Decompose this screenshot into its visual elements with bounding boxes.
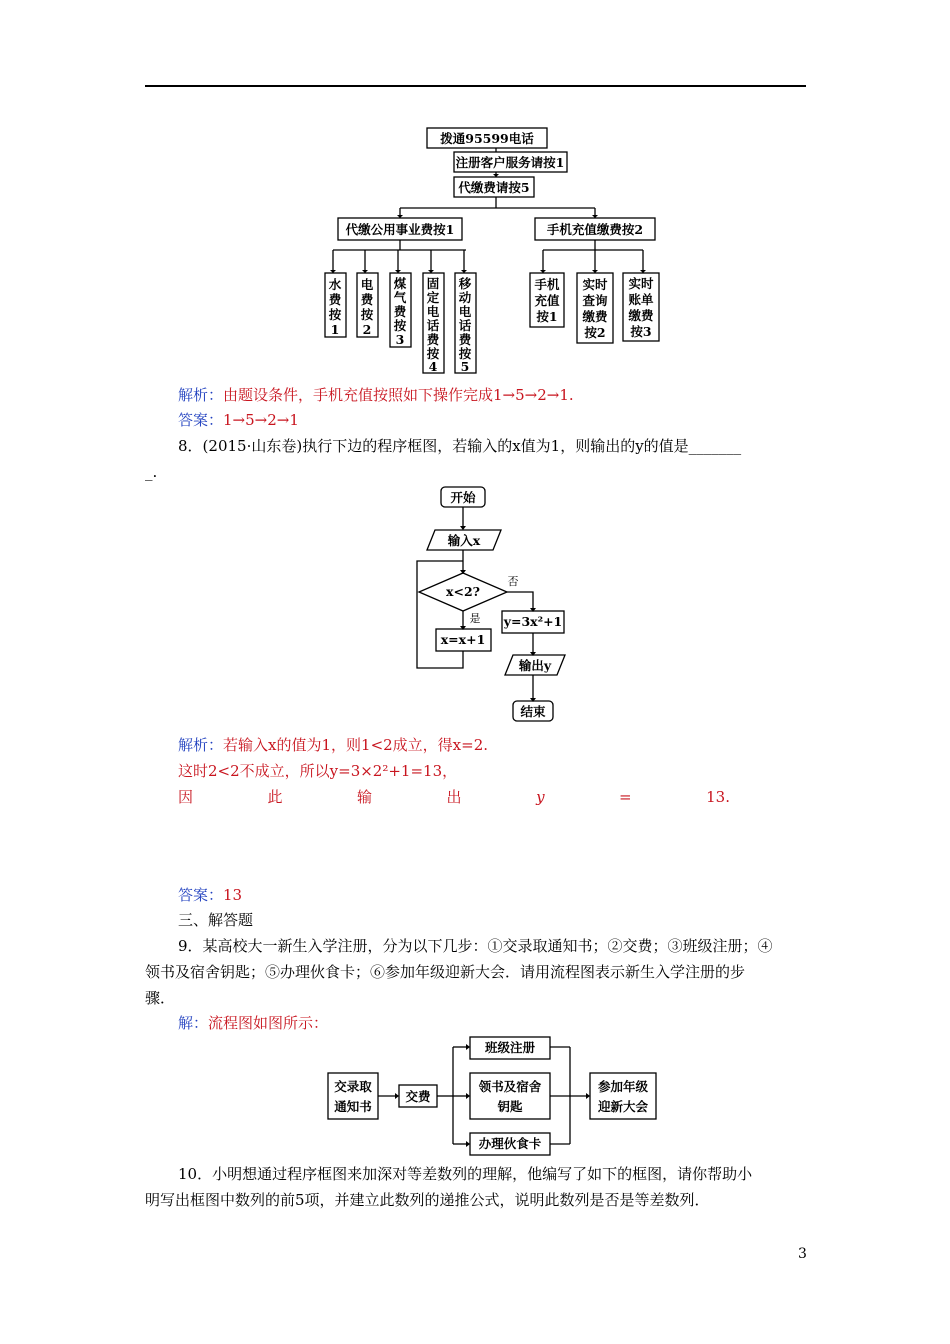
leaf-water-char: 1 xyxy=(330,322,340,337)
input-label: 输入x xyxy=(447,533,481,548)
q7-analysis xyxy=(178,384,574,406)
step1-line1: 交录取 xyxy=(334,1079,372,1094)
no-label: 否 xyxy=(507,575,519,588)
leaf-recharge-line: 手机 xyxy=(534,277,560,292)
q8-analysis-line2: 这时2<2不成立，所以y=3×2²+1=13， xyxy=(178,762,458,780)
q9-solution-text: 流程图如图所示： xyxy=(208,1014,329,1032)
update-label: x=x+1 xyxy=(440,632,486,647)
leaf-mobile-char: 话 xyxy=(458,318,472,333)
q8-spread-char: 此 xyxy=(267,788,283,806)
output-label: 输出y xyxy=(518,658,552,673)
leaf-landline-char: 4 xyxy=(428,359,438,374)
q7-answer-label: 答案： xyxy=(178,411,224,429)
dial-label: 拨通95599电话 xyxy=(440,131,534,146)
q8-flowchart xyxy=(405,485,585,725)
q8-answer-label: 答案： xyxy=(178,886,224,904)
leaf-gas-char: 按 xyxy=(393,318,407,333)
leaf-mobile-char: 费 xyxy=(458,332,472,347)
q8-analysis-line1 xyxy=(178,734,488,756)
leaf-landline-char: 电 xyxy=(426,304,440,319)
leaf-electric-char: 2 xyxy=(362,322,372,337)
leaf-mobile-char: 动 xyxy=(458,290,472,305)
leaf-gas-char: 费 xyxy=(393,304,407,319)
q9-text-line1: 9．某高校大一新生入学注册，分为以下几步：①交录取通知书；②交费；③班级注册；④ xyxy=(178,937,773,955)
leaf-electric-char: 按 xyxy=(360,307,374,322)
q9-solution xyxy=(178,1012,328,1034)
leaf-water-char: 按 xyxy=(328,307,342,322)
leaf-water-char: 费 xyxy=(328,292,342,307)
q9-flow-diagram xyxy=(325,1033,665,1158)
q7-answer xyxy=(178,409,299,431)
leaf-bill-line: 按3 xyxy=(630,324,652,339)
leaf-gas-char: 煤 xyxy=(393,276,407,291)
section-heading: 三、解答题 xyxy=(178,911,254,929)
yes-label: 是 xyxy=(469,612,481,625)
leaf-landline-char: 按 xyxy=(426,346,440,361)
leaf-gas-char: 气 xyxy=(393,290,407,305)
leaf-bill-line: 账单 xyxy=(628,292,654,307)
leaf-query-line: 实时 xyxy=(582,277,608,292)
step3-label: 班级注册 xyxy=(484,1040,536,1055)
q8-spread-char: 出 xyxy=(446,788,462,806)
q8-question-line2: _. xyxy=(145,463,158,481)
step4-line2: 钥匙 xyxy=(497,1099,523,1114)
q8-spread-char: 输 xyxy=(357,788,373,806)
q9-text-line3: 骤． xyxy=(145,989,176,1007)
q10-text-line1: 10．小明想通过程序框图来加深对等差数列的理解，他编写了如下的框图，请你帮助小 xyxy=(178,1165,753,1183)
step1-line2: 通知书 xyxy=(334,1099,372,1114)
leaf-water-char: 水 xyxy=(328,277,342,292)
leaf-landline-char: 固 xyxy=(426,276,440,291)
q9-text-line2: 领书及宿舍钥匙；⑤办理伙食卡；⑥参加年级迎新大会．请用流程图表示新生入学注册的步 xyxy=(145,963,746,981)
leaf-mobile-char: 移 xyxy=(458,276,472,291)
q8-spread-char: 因 xyxy=(178,788,194,806)
page-number: 3 xyxy=(798,1246,807,1262)
leaf-query-line: 按2 xyxy=(584,325,606,340)
leaf-mobile-char: 按 xyxy=(458,346,472,361)
step5-label: 办理伙食卡 xyxy=(478,1136,542,1151)
register-label: 注册客户服务请按1 xyxy=(455,155,565,170)
leaf-mobile-char: 电 xyxy=(458,304,472,319)
pay5-label: 代缴费请按5 xyxy=(458,180,530,195)
q8-answer xyxy=(178,884,242,906)
q8-spread-char: 13. xyxy=(706,788,730,806)
q10-text-line2: 明写出框图中数列的前5项，并建立此数列的递推公式，说明此数列是否是等差数列． xyxy=(145,1191,710,1209)
q9-solution-label: 解： xyxy=(178,1014,209,1032)
q8-spread-char: y xyxy=(536,788,545,806)
step4-line1: 领书及宿舍 xyxy=(478,1079,542,1094)
leaf-query-line: 查询 xyxy=(582,293,608,308)
step6-line1: 参加年级 xyxy=(597,1079,649,1094)
leaf-electric-char: 费 xyxy=(360,292,374,307)
q8-question-line1: 8．(2015·山东卷)执行下边的程序框图，若输入的x值为1，则输出的y的值是_______ xyxy=(178,437,742,455)
leaf-electric-char: 电 xyxy=(360,277,374,292)
leaf-query-line: 缴费 xyxy=(582,309,608,324)
leaf-bill-line: 实时 xyxy=(628,276,654,291)
step2-label: 交费 xyxy=(405,1089,431,1104)
q8-spread-char: = xyxy=(619,788,632,806)
end-label: 结束 xyxy=(520,704,546,719)
leaf-landline-char: 费 xyxy=(426,332,440,347)
leaf-bill-line: 缴费 xyxy=(628,308,654,323)
start-label: 开始 xyxy=(450,490,476,505)
q7-analysis-label: 解析： xyxy=(178,386,224,404)
compute-label: y=3x²+1 xyxy=(503,614,563,629)
public-utilities-label: 代缴公用事业费按1 xyxy=(345,222,455,237)
q8-answer-text: 13 xyxy=(223,886,243,904)
leaf-landline-char: 话 xyxy=(426,318,440,333)
leaf-landline-char: 定 xyxy=(426,290,440,305)
leaf-gas-char: 3 xyxy=(395,332,405,347)
q8-analysis-line3 xyxy=(178,786,730,808)
header-rule xyxy=(145,85,806,87)
step6-line2: 迎新大会 xyxy=(597,1099,649,1114)
q8-analysis-text1: 若输入x的值为1，则1<2成立，得x=2. xyxy=(223,736,489,754)
q7-analysis-text: 由题设条件，手机充值按照如下操作完成1→5→2→1. xyxy=(223,386,574,404)
leaf-recharge-line: 充值 xyxy=(534,293,560,308)
condition-label: x<2? xyxy=(446,584,480,599)
mobile-recharge-label: 手机充值缴费按2 xyxy=(546,222,644,237)
phone-menu-diagram xyxy=(300,120,700,382)
q8-analysis-label: 解析： xyxy=(178,736,224,754)
leaf-recharge-line: 按1 xyxy=(536,309,558,324)
leaf-mobile-char: 5 xyxy=(460,359,470,374)
q7-answer-text: 1→5→2→1 xyxy=(223,411,299,429)
